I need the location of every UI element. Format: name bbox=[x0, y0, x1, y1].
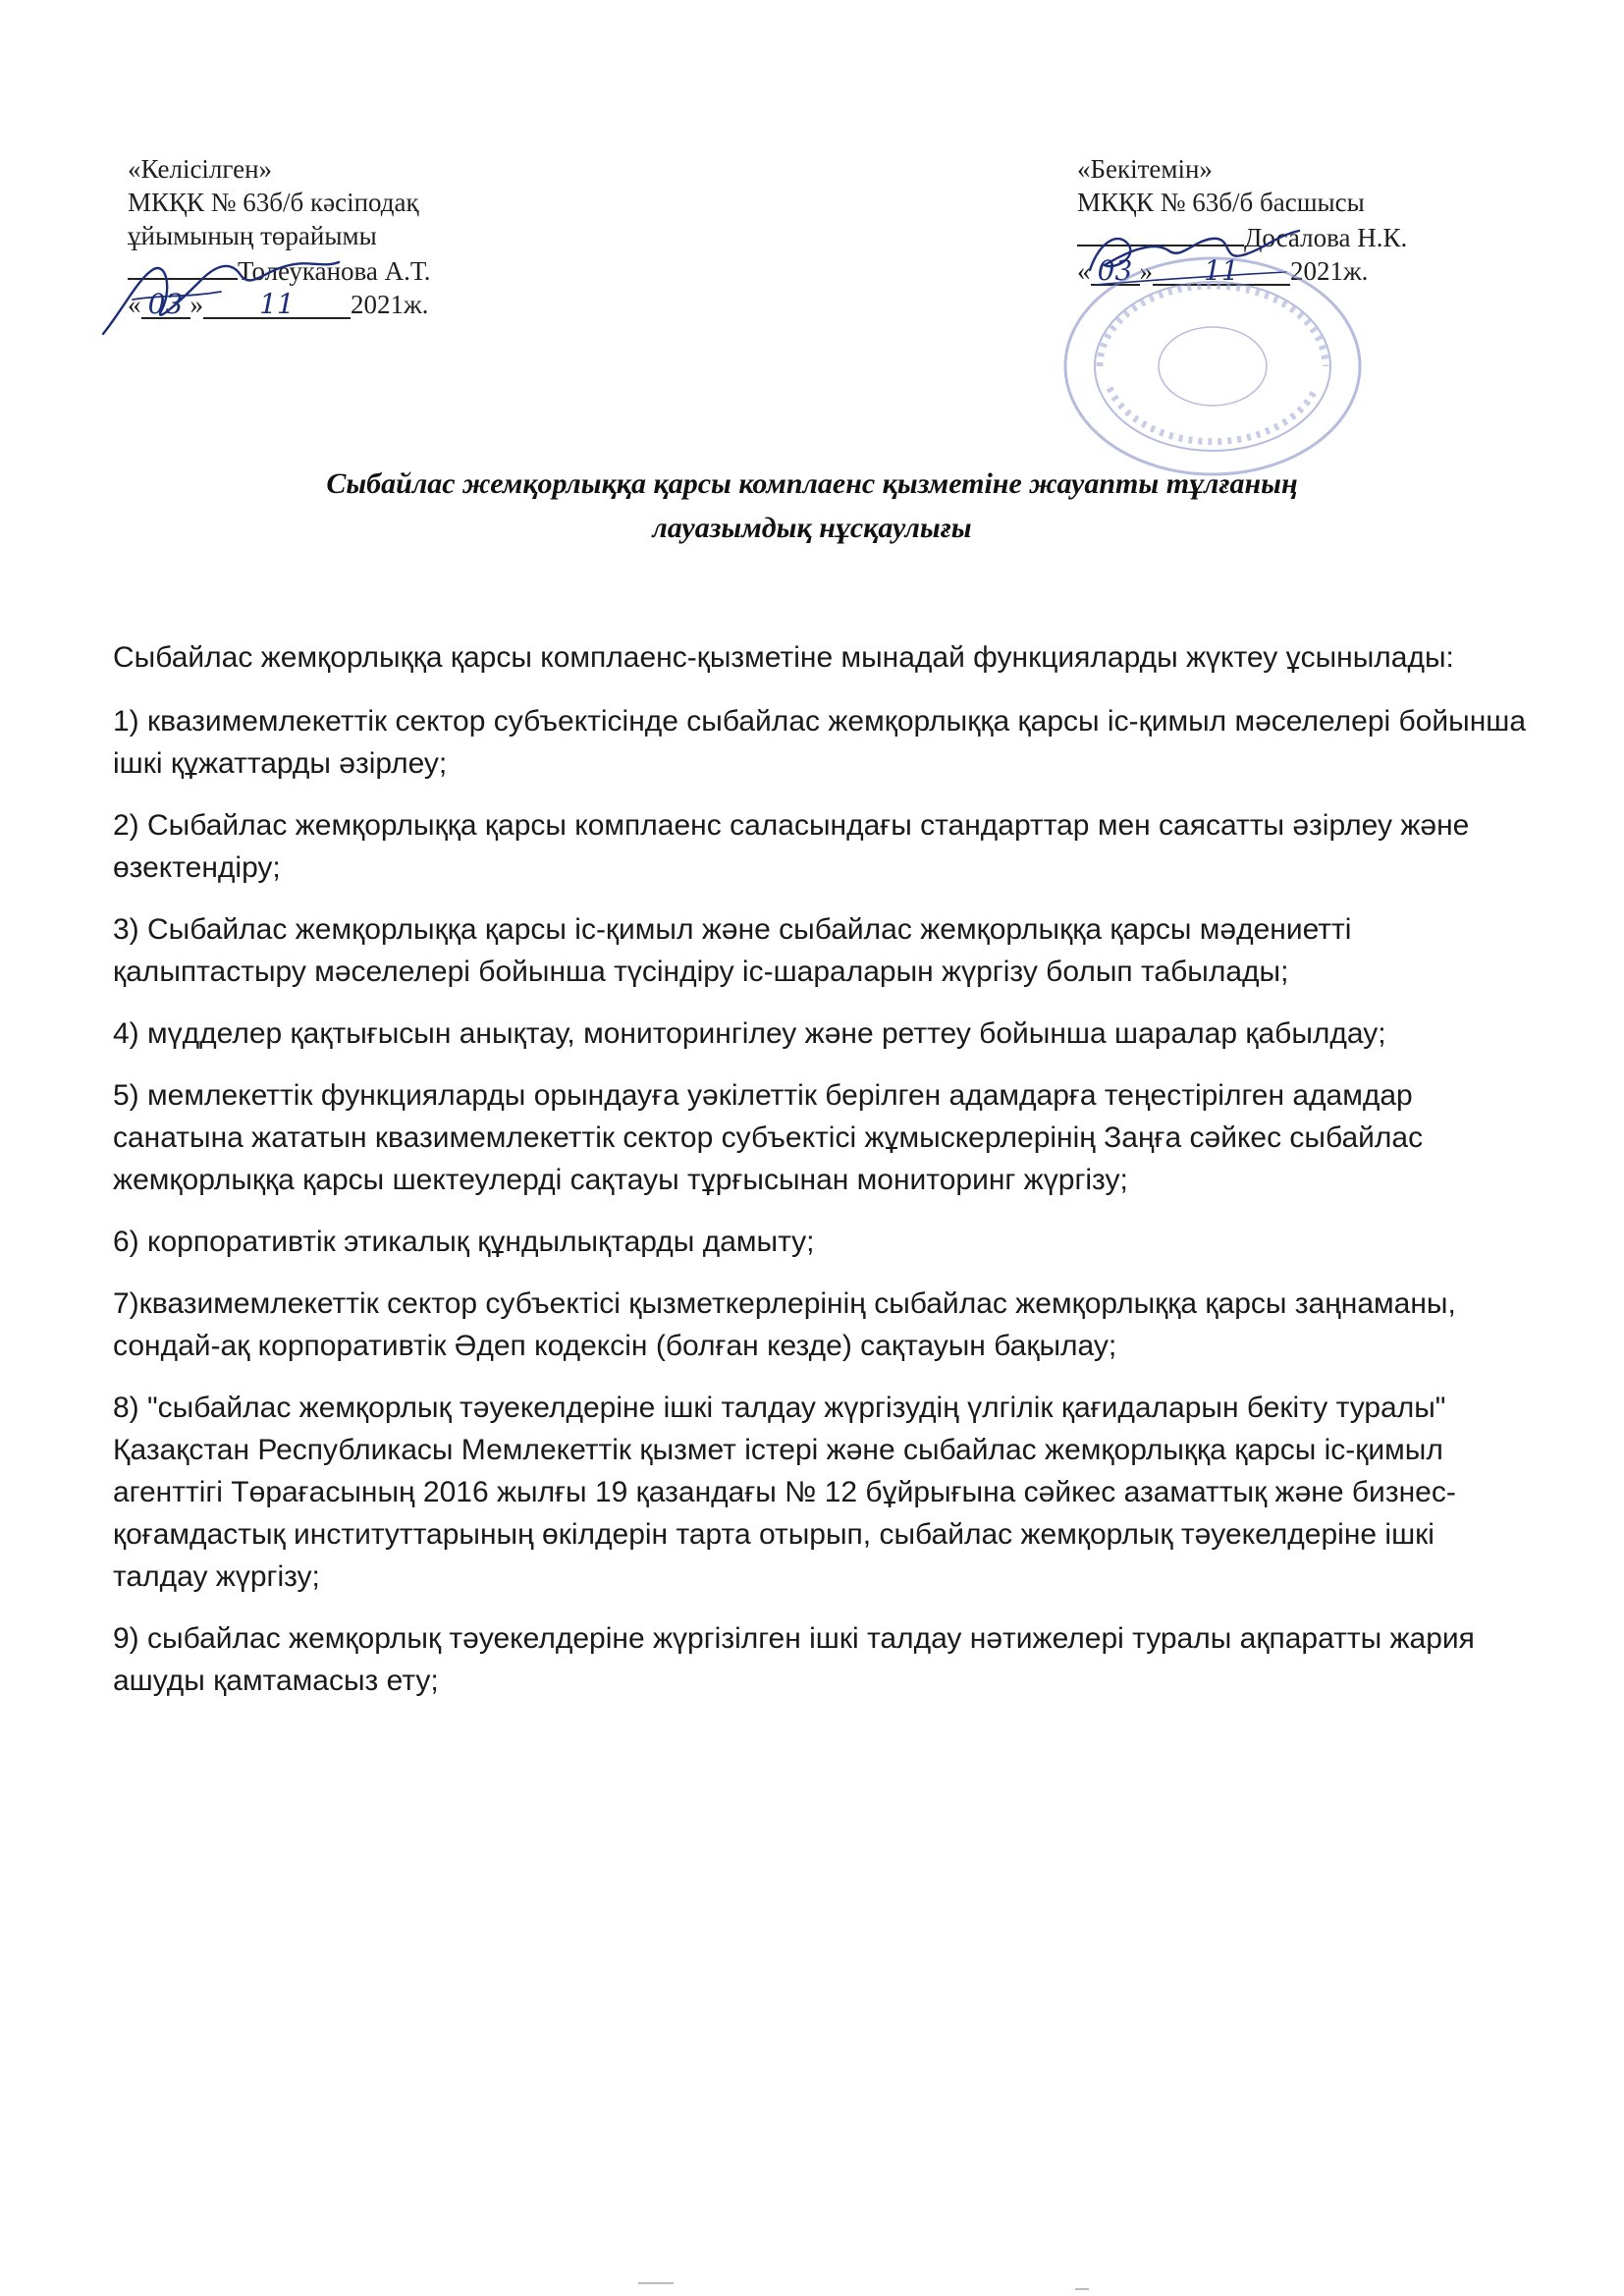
list-item: 4) мүдделер қақтығысын анықтау, мониторингілеу және реттеу бойынша шаралар қабылдау; bbox=[113, 1017, 1386, 1050]
signer-name: Досалова Н.К. bbox=[1244, 223, 1408, 252]
approval-position-line: ұйымының төрайымы bbox=[128, 221, 377, 250]
signature-line bbox=[128, 252, 599, 288]
list-item: 5) мемлекеттік функцияларды орындауға уәкілеттік берілген адамдарға теңестірілген адамдар санатына жататын квазимемлекеттік сектор субъектісі жұмыскерлерінің Заңға сәйкес сыбайлас жемқорлыққа қарсы шектеулерді сақтауы тұрғысынан мониторинг жүргізу; bbox=[113, 1079, 1424, 1196]
list-item: 8) "сыбайлас жемқорлық тәуекелдеріне ішкі талдау жүргізудің үлгілік қағидаларын бекіту туралы" Қазақстан Республикасы Мемлекеттік қызмет істері және сыбайлас жемқорлыққа қарсы іс-қимыл агенттігі Төрағасының 2016 жылғы 19 қазандағы № 12 бұйрығына сәйкес азаматтық және бизнес-қоғамдастық институттарының өкілдерін тарта отырып, сыбайлас жемқорлық тәуекелдеріне ішкі талдау жүргізу; bbox=[113, 1392, 1456, 1593]
approval-label: «Келісілген» bbox=[128, 154, 273, 184]
date-line: « 03 » 11 2021ж. bbox=[128, 288, 429, 320]
intro-paragraph: Сыбайлас жемқорлыққа қарсы комплаенс-қызметіне мынадай функцияларды жүктеу ұсынылады: bbox=[113, 641, 1454, 674]
approval-label: «Бекітемін» bbox=[1077, 154, 1213, 184]
signer-name: Толеуканова А.Т. bbox=[238, 256, 431, 286]
signature-blank bbox=[128, 252, 238, 280]
date-year: 2021ж. bbox=[1290, 256, 1369, 286]
list-item: 3) Сыбайлас жемқорлыққа қарсы іс-қимыл және сыбайлас жемқорлыққа қарсы мәдениетті қалыптастыру мәселелері бойынша түсіндіру іс-шараларын жүргізу болып табылады; bbox=[113, 913, 1352, 988]
list-item: 9) сыбайлас жемқорлық тәуекелдеріне жүргізілген ішкі талдау нәтижелері туралы ақпаратты жария ашуды қамтамасыз ету; bbox=[113, 1622, 1475, 1697]
list-item: 6) корпоративтік этикалық құндылықтарды дамыту; bbox=[113, 1226, 815, 1258]
approval-position-line: МКҚК № 63б/б кәсіподақ bbox=[128, 188, 419, 217]
approval-block-approved bbox=[1077, 152, 1588, 288]
scan-mark bbox=[1075, 2288, 1089, 2290]
document-title-line: лауазымдық нұсқаулығы bbox=[652, 512, 972, 544]
document-title-line: Сыбайлас жемқорлыққа қарсы комплаенс қызметіне жауапты тұлғаның bbox=[326, 467, 1298, 500]
approval-block-agreed bbox=[128, 152, 599, 321]
date-day: 03 bbox=[1091, 258, 1140, 286]
document-body bbox=[113, 636, 1527, 1722]
date-month: 11 bbox=[1153, 258, 1290, 286]
list-item: 1) квазимемлекеттік сектор субъектісінде сыбайлас жемқорлыққа қарсы іс-қимыл мәселелері бойынша ішкі құжаттарды әзірлеу; bbox=[113, 705, 1527, 780]
date-line: « 03 » 11 2021ж. bbox=[1077, 254, 1369, 287]
date-day: 03 bbox=[141, 292, 190, 319]
document-title bbox=[147, 462, 1477, 550]
date-month: 11 bbox=[203, 292, 351, 319]
approval-position-line: МКҚК № 63б/б басшысы bbox=[1077, 188, 1365, 217]
list-item: 7)квазимемлекеттік сектор субъектісі қызметкерлерінің сыбайлас жемқорлыққа қарсы заңнаманы, сондай-ақ корпоративтік Әдеп кодексін (болған кезде) сақтауын бақылау; bbox=[113, 1287, 1456, 1362]
list-item: 2) Сыбайлас жемқорлыққа қарсы комплаенс саласындағы стандарттар мен саясатты әзірлеу және өзектендіру; bbox=[113, 809, 1470, 884]
signature-line bbox=[1077, 219, 1588, 254]
date-year: 2021ж. bbox=[351, 290, 429, 319]
scan-mark bbox=[638, 2282, 674, 2284]
signature-blank bbox=[1077, 219, 1244, 246]
